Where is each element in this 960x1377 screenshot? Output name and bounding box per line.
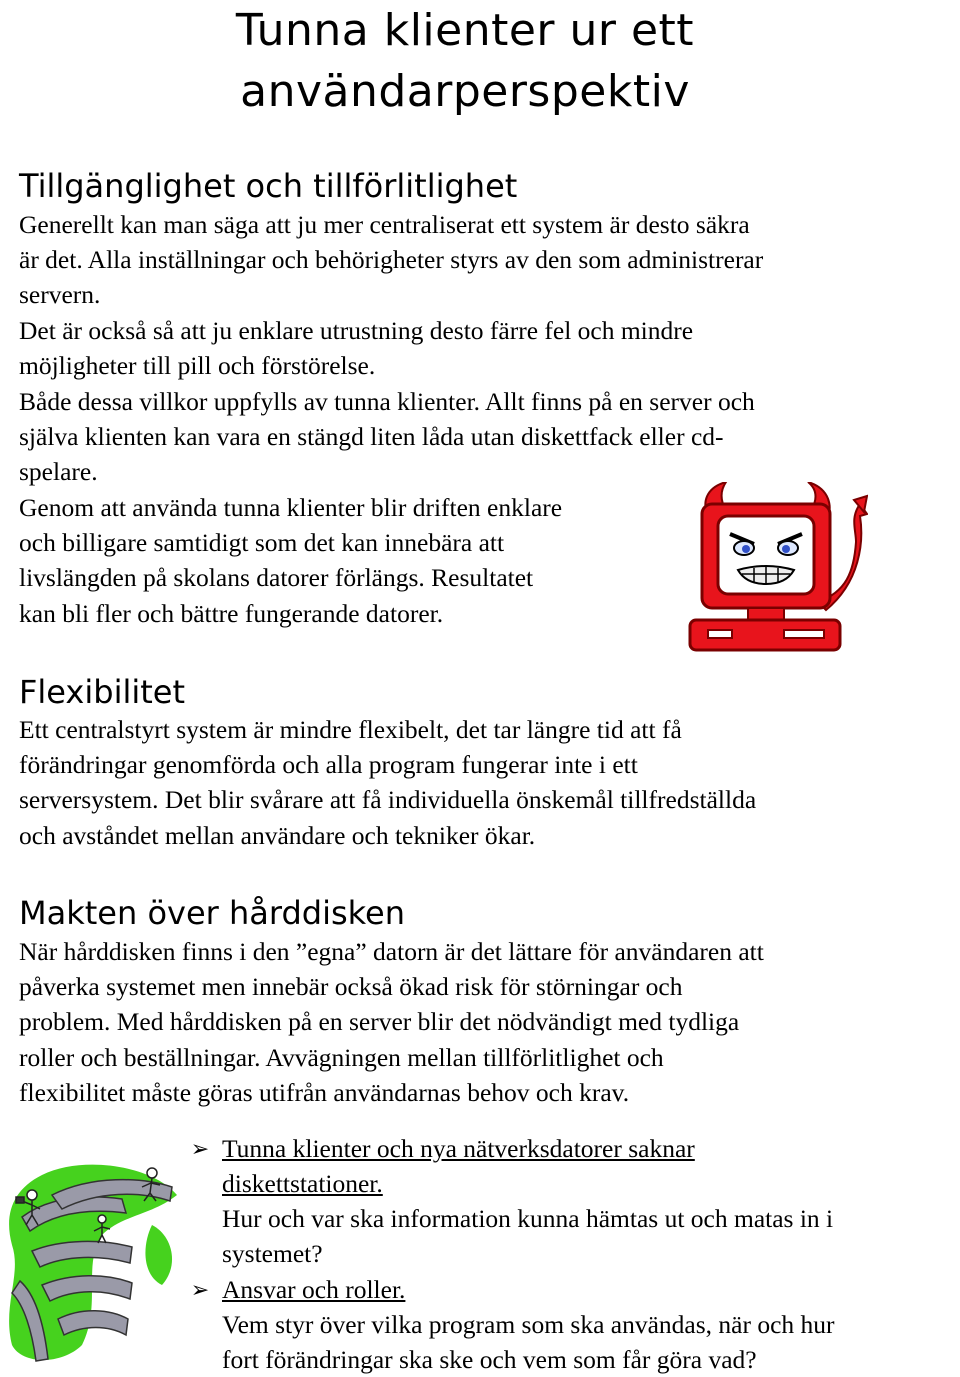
paragraph-simpler-equipment: Det är också så att ju enklare utrustning desto färre fel och mindre möjligheter till pill och förstörelse. <box>19 316 694 381</box>
section-heading-flexibility: Flexibilitet <box>19 673 186 711</box>
arrow-bullet-icon: ➢ <box>190 1136 210 1161</box>
bullet-item-diskettes <box>188 1131 960 1269</box>
paragraph-thin-clients-conditions: Både dessa villkor uppfylls av tunna klienter. Allt finns på en server och själva klienten kan vara en stängd liten låda utan diskettfack eller cd- spelare. <box>19 387 755 487</box>
bullet-text-diskettes: Hur och var ska information kunna hämtas ut och matas in i systemet? <box>222 1204 834 1269</box>
page-title: Tunna klienter ur ett användarperspektiv <box>235 5 695 117</box>
paragraph-operations-cheaper: Genom att använda tunna klienter blir driften enklare och billigare samtidigt som det kan innebära att livslängden på skolans datorer förlängs. Resultatet kan bli fler och bättre fungerande datorer. <box>19 493 563 628</box>
bullet-item-roles <box>188 1272 960 1375</box>
bullet-heading-roles: Ansvar och roller. <box>222 1275 406 1304</box>
bullet-heading-diskettes: Tunna klienter och nya nätverksdatorer saknar diskettstationer. <box>222 1134 695 1199</box>
paragraph-centralized: Generellt kan man säga att ju mer centraliserat ett system är desto säkra är det. Alla inställningar och behörigheter styrs av den som administrerar servern. <box>19 210 764 310</box>
people-crossing-bridges-icon <box>2 1155 187 1367</box>
bullet-text-roles: Vem styr över vilka program som ska användas, när och hur fort förändringar ska ske och vem som får göra vad? <box>222 1310 835 1375</box>
devil-computer-icon <box>668 482 868 654</box>
paragraph-flexibility: Ett centralstyrt system är mindre flexibelt, det tar längre tid att få förändringar genomförda och alla program fungerar inte i ett serversystem. Det blir svårare att få individuella önskemål tillfredställda och avståndet mellan användare och tekniker ökar. <box>19 715 757 850</box>
section-heading-harddisk: Makten över hårddisken <box>19 894 405 932</box>
paragraph-harddisk: När hårddisken finns i den ”egna” datorn är det lättare för användaren att påverka systemet men innebär också ökad risk för störningar och problem. Med hårddisken på en server blir det nödvändigt med tydliga roller och beställningar. Avvägningen mellan tillförlitlighet och flexibilitet måste göras utifrån användarnas behov och krav. <box>19 937 764 1107</box>
arrow-bullet-icon: ➢ <box>190 1277 210 1302</box>
section-heading-availability: Tillgänglighet och tillförlitlighet <box>19 167 518 205</box>
